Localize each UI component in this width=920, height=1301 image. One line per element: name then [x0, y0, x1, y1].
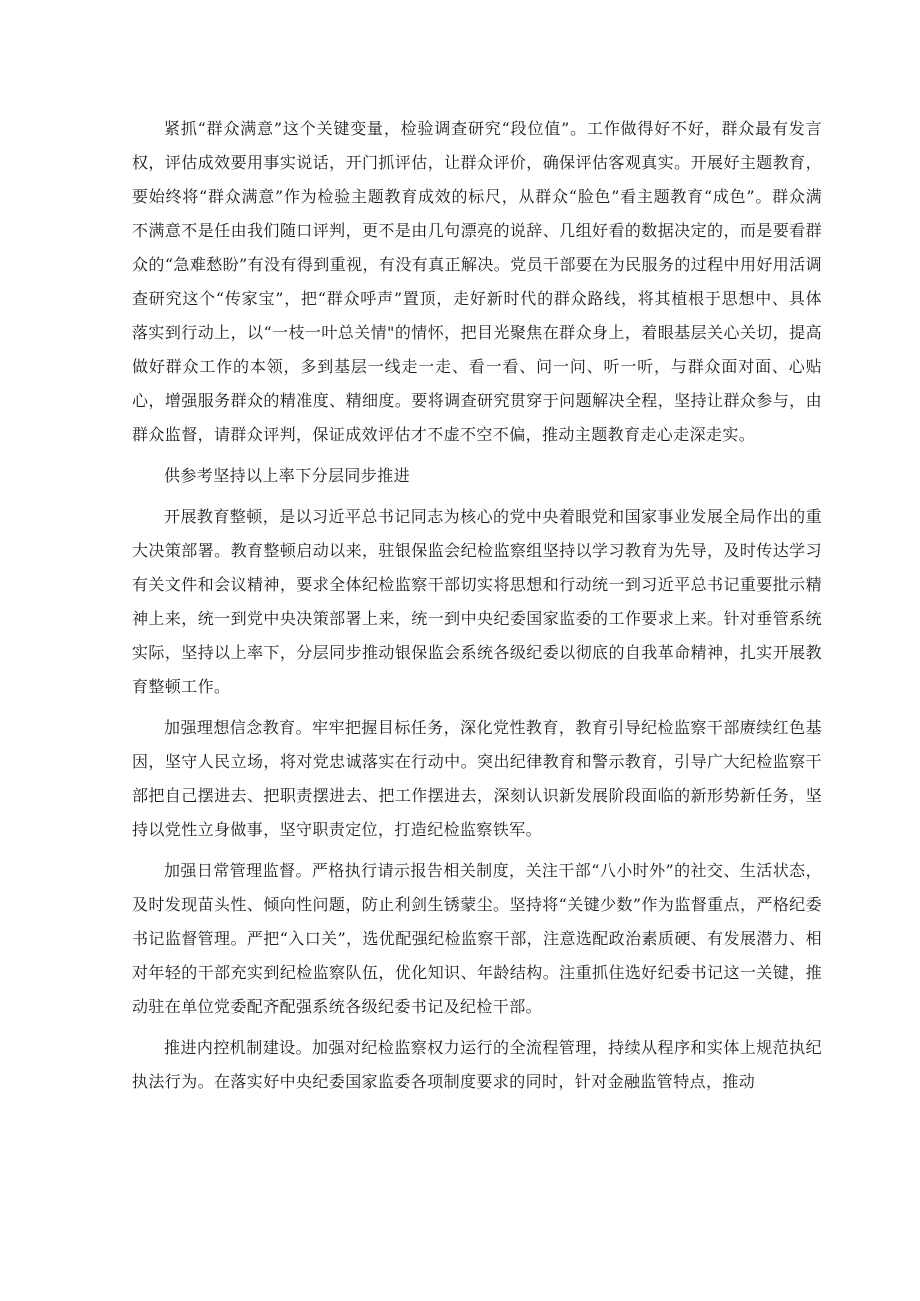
- paragraph-education-rectification: 开展教育整顿，是以习近平总书记同志为核心的党中央着眼党和国家事业发展全局作出的重大决策部署。教育整顿启动以来，驻银保监会纪检监察组坚持以学习教育为先导，及时传达学习有关文件和会议精神，要求全体纪检监察干部切实将思想和行动统一到习近平总书记重要批示精神上来，统一到党中央决策部署上来，统一到中央纪委国家监委的工作要求上来。针对垂管系统实际，坚持以上率下，分层同步推动银保监会系统各级纪委以彻底的自我革命精神，扎实开展教育整顿工作。: [132, 507, 822, 696]
- document-body: [132, 112, 822, 1099]
- section-heading: 供参考坚持以上率下分层同步推进: [164, 466, 411, 485]
- paragraph-ideals-education: 加强理想信念教育。牢牢把握目标任务，深化党性教育，教育引导纪检监察干部赓续红色基因，坚守人民立场，将对党忠诚落实在行动中。突出纪律教育和警示教育，引导广大纪检监察干部把自己摆进去、把职责摆进去、把工作摆进去，深刻认识新发展阶段面临的新形势新任务，坚持以党性立身做事，坚守职责定位，打造纪检监察铁军。: [132, 718, 822, 839]
- paragraph-daily-supervision: 加强日常管理监督。严格执行请示报告相关制度，关注干部“八小时外”的社交、生活状态，及时发现苗头性、倾向性问题，防止利剑生锈蒙尘。坚持将“关键少数”作为监督重点，严格纪委书记监督管理。严把“入口关”，选优配强纪检监察干部，注意选配政治素质硬、有发展潜力、相对年轻的干部充实到纪检监察队伍，优化知识、年龄结构。注重抓住选好纪委书记这一关键，推动驻在单位党委配齐配强系统各级纪委书记及纪检干部。: [132, 861, 822, 1016]
- paragraph-internal-control: 推进内控机制建设。加强对纪检监察权力运行的全流程管理，持续从程序和实体上规范执纪执法行为。在落实好中央纪委国家监委各项制度要求的同时，针对金融监管特点，推动: [132, 1038, 822, 1091]
- paragraph-group-satisfaction: 紧抓“群众满意”这个关键变量，检验调查研究“段位值”。工作做得好不好，群众最有发言权，评估成效要用事实说话，开门抓评估，让群众评价，确保评估客观真实。开展好主题教育，要始终将“群众满意”作为检验主题教育成效的标尺，从群众“脸色”看主题教育“成色”。群众满不满意不是任由我们随口评判，更不是由几句漂亮的说辞、几组好看的数据决定的，而是要看群众的“急难愁盼”有没有得到重视，有没有真正解决。党员干部要在为民服务的过程中用好用活调查研究这个“传家宝”，把“群众呼声”置顶，走好新时代的群众路线，将其植根于思想中、具体落实到行动上，以“一枝一叶总关情"的情怀，把目光聚焦在群众身上，着眼基层关心关切，提高做好群众工作的本领，多到基层一线走一走、看一看、问一问、听一听，与群众面对面、心贴心，增强服务群众的精准度、精细度。要将调查研究贯穿于问题解决全程，坚持让群众参与，由群众监督，请群众评判，保证成效评估才不虚不空不偏，推动主题教育走心走深走实。: [132, 119, 822, 444]
